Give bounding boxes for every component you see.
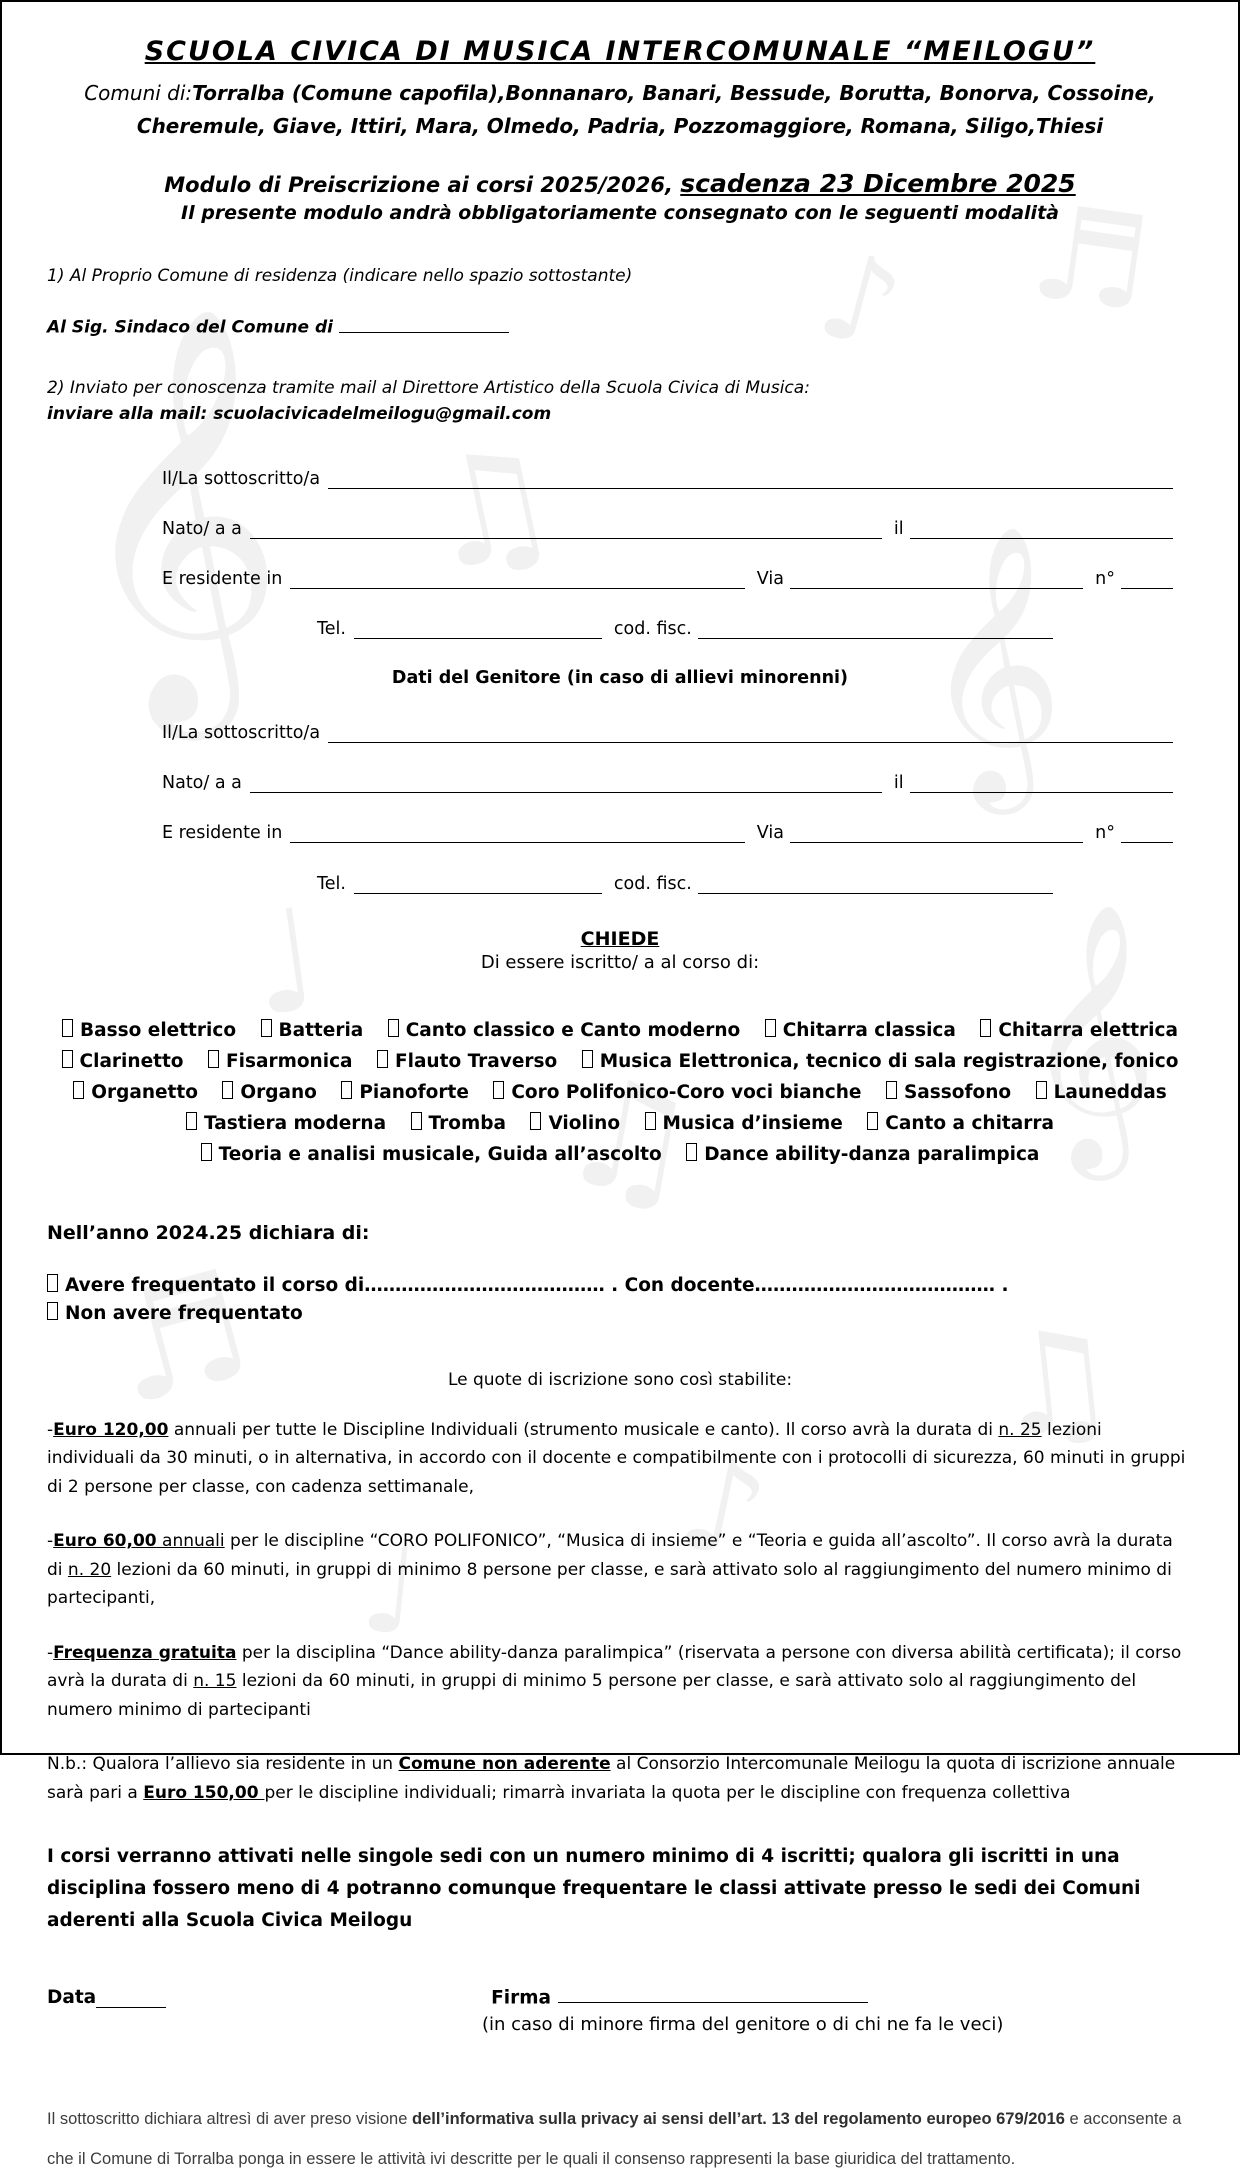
lessons-count: n. 25 <box>998 1419 1042 1440</box>
checkbox-icon[interactable] <box>377 1050 388 1068</box>
chiede-heading: CHIEDE <box>580 927 660 950</box>
checkbox-icon[interactable] <box>73 1081 84 1099</box>
page-title: SCUOLA CIVICA DI MUSICA INTERCOMUNALE “MEILOGU” <box>144 36 1096 67</box>
course-label: Launeddas <box>1053 1081 1167 1103</box>
nb-paragraph <box>47 1750 1193 1807</box>
course-label: Tromba <box>428 1112 506 1134</box>
mayor-line <box>47 312 1193 338</box>
declaration-option-label: Avere frequentato il corso di………………………………… . Con docente………………………………… . <box>65 1274 1009 1296</box>
checkbox-icon[interactable] <box>208 1050 219 1068</box>
parent-contacts-row <box>317 872 1053 893</box>
parent-fiscal-code-field[interactable] <box>698 872 1053 893</box>
checkbox-icon[interactable] <box>341 1081 352 1099</box>
parent-subscriber-row <box>162 722 1173 743</box>
parent-birthdate-field[interactable] <box>910 772 1173 793</box>
comuni-line <box>57 77 1183 143</box>
course-option-tastiera[interactable] <box>186 1113 386 1134</box>
parent-birth-row <box>162 772 1173 793</box>
checkbox-icon[interactable] <box>222 1081 233 1099</box>
course-label: Chitarra classica <box>782 1019 956 1041</box>
activation-note: I corsi verranno attivati nelle singole sedi con un numero minimo di 4 iscritti; qualora gli iscritti in una disciplina fossero meno di 4 potranno comunque frequentare le classi attivate presso le sedi dei Comuni aderenti alla Scuola Civica Meilogu <box>47 1846 1141 1932</box>
parent-birthplace-field[interactable] <box>250 772 882 793</box>
fee-text: lezioni da 60 minuti, in gruppi di minimo 8 persone per classe, e sarà attivato solo al raggiungimento del numero minimo di partecipanti, <box>47 1559 1172 1609</box>
checkbox-icon[interactable] <box>686 1143 697 1161</box>
checkbox-icon[interactable] <box>62 1050 73 1068</box>
course-option-tromba[interactable] <box>411 1113 506 1134</box>
birthdate-field[interactable] <box>910 518 1173 539</box>
declaration-option-attended[interactable] <box>47 1274 1193 1296</box>
declaration-option-label: Non avere frequentato <box>65 1302 303 1324</box>
parent-residence-city-field[interactable] <box>290 822 744 843</box>
checkbox-icon[interactable] <box>582 1050 593 1068</box>
phone-field[interactable] <box>354 618 602 639</box>
course-line <box>47 1077 1193 1108</box>
nb-text: per le discipline individuali; rimarrà invariata la quota per le discipline con frequenza collettiva <box>264 1782 1071 1803</box>
course-line <box>47 1108 1193 1139</box>
applicant-section <box>162 468 1173 640</box>
privacy-footer <box>47 2099 1193 2179</box>
course-options <box>47 1015 1193 1170</box>
course-option-basso-elettrico[interactable] <box>62 1020 236 1041</box>
fee-collective-paragraph <box>47 1527 1193 1613</box>
declaration-option-not-attended[interactable] <box>47 1302 1193 1324</box>
course-label: Sassofono <box>903 1081 1012 1103</box>
checkbox-icon[interactable] <box>186 1112 197 1130</box>
course-option-canto-a-chitarra[interactable] <box>867 1113 1054 1134</box>
course-line <box>47 1139 1193 1170</box>
fee-amount: Euro 120,00 <box>53 1419 169 1440</box>
course-label: Pianoforte <box>359 1081 469 1103</box>
checkbox-icon[interactable] <box>47 1302 58 1320</box>
checkbox-icon[interactable] <box>493 1081 504 1099</box>
date-label: Data <box>47 1987 97 2009</box>
checkbox-icon[interactable] <box>201 1143 212 1161</box>
course-option-chitarra-elettrica[interactable] <box>980 1020 1178 1041</box>
course-option-musica-insieme[interactable] <box>645 1113 843 1134</box>
course-option-launeddas[interactable] <box>1036 1082 1167 1103</box>
parent-subscriber-label: Il/La sottoscritto/a <box>162 723 321 744</box>
module-title-prefix: Modulo di Preiscrizione ai corsi 2025/2026, <box>164 173 681 197</box>
lessons-count: n. 20 <box>67 1559 112 1580</box>
signature-label: Firma <box>491 1987 552 2009</box>
mayor-label: Al Sig. Sindaco del Comune di <box>47 317 333 338</box>
instruction-1: 1) Al Proprio Comune di residenza (indicare nello spazio sottostante) <box>47 266 633 286</box>
checkbox-icon[interactable] <box>530 1112 541 1130</box>
checkbox-icon[interactable] <box>645 1112 656 1130</box>
parent-section <box>162 722 1173 894</box>
birthplace-label: Nato/ a a <box>162 518 242 539</box>
course-option-organo[interactable] <box>222 1082 316 1103</box>
course-label: Violino <box>548 1112 621 1134</box>
fee-amount: Frequenza gratuita <box>53 1642 237 1663</box>
course-option-pianoforte[interactable] <box>341 1082 469 1103</box>
subscriber-row <box>162 468 1173 489</box>
deadline-text: scadenza 23 Dicembre 2025 <box>680 169 1076 198</box>
fee-free-paragraph <box>47 1639 1193 1725</box>
course-label: Chitarra elettrica <box>998 1019 1178 1041</box>
course-option-batteria[interactable] <box>261 1020 364 1041</box>
fiscal-code-field[interactable] <box>698 618 1053 639</box>
parent-residence-row <box>162 822 1173 843</box>
fees-intro: Le quote di iscrizione sono così stabilite: <box>447 1369 793 1390</box>
course-option-organetto[interactable] <box>73 1082 198 1103</box>
course-label: Tastiera moderna <box>204 1112 387 1134</box>
course-label: Organetto <box>91 1081 198 1103</box>
fee-text: annuali per tutte le Discipline Individuali (strumento musicale e canto). Il corso avrà la durata di <box>168 1419 999 1440</box>
checkbox-icon[interactable] <box>867 1112 878 1130</box>
parent-fiscal-code-label: cod. fisc. <box>613 873 692 894</box>
street-field[interactable] <box>790 568 1083 589</box>
parent-street-number-label: n° <box>1095 823 1115 844</box>
course-option-canto[interactable] <box>388 1020 741 1041</box>
date-field[interactable] <box>96 1986 166 2008</box>
parent-street-label: Via <box>756 823 784 844</box>
street-number-label: n° <box>1095 568 1115 589</box>
parent-birthdate-label: il <box>893 773 904 794</box>
fee-amount: Euro 150,00 <box>143 1782 265 1803</box>
fee-text: per la disciplina “Dance ability-danza paralimpica” (riservata a persone con diversa abilità certificata); il corso avrà la durata di <box>47 1642 1182 1692</box>
fee-text: lezioni individuali da 30 minuti, o in alternativa, in accordo con il docente e compatibilmente con i protocolli di sicurezza, 60 minuti in gruppi di 2 persone per classe, con cadenza settimanale, <box>47 1419 1186 1497</box>
residence-row <box>162 568 1173 589</box>
course-line <box>47 1015 1193 1046</box>
checkbox-icon[interactable] <box>980 1019 991 1037</box>
fee-amount: Euro 60,00 <box>53 1531 157 1552</box>
course-label: Dance ability-danza paralimpica <box>704 1143 1040 1165</box>
course-option-coro-polifonico[interactable] <box>493 1082 861 1103</box>
course-label: Canto classico e Canto moderno <box>405 1019 741 1041</box>
course-option-clarinetto[interactable] <box>62 1051 184 1072</box>
parent-birthplace-label: Nato/ a a <box>162 773 242 794</box>
checkbox-icon[interactable] <box>1036 1081 1047 1099</box>
fee-annuali: annuali <box>156 1531 225 1552</box>
module-title <box>47 169 1193 198</box>
course-label: Flauto Traverso <box>394 1050 558 1072</box>
fee-individual-paragraph <box>47 1416 1193 1502</box>
course-label: Fisarmonica <box>225 1050 353 1072</box>
course-option-teoria[interactable] <box>201 1144 662 1165</box>
course-label: Clarinetto <box>79 1050 184 1072</box>
course-option-dance-ability[interactable] <box>686 1144 1039 1165</box>
checkbox-icon[interactable] <box>62 1019 73 1037</box>
checkbox-icon[interactable] <box>47 1274 58 1292</box>
checkbox-icon[interactable] <box>765 1019 776 1037</box>
course-label: Coro Polifonico-Coro voci bianche <box>511 1081 862 1103</box>
parent-name-field[interactable] <box>328 722 1173 743</box>
signature-caption: (in caso di minore firma del genitore o di chi ne fa le veci) <box>482 2014 1004 2036</box>
privacy-text: e acconsente a che il Comune di Torralba ponga in essere le attività ivi descritte per le quali il consenso rappresenti la base giuridica del trattamento. <box>47 2110 1182 2169</box>
parent-phone-field[interactable] <box>354 872 602 893</box>
nb-text: N.b.: Qualora l’allievo sia residente in un <box>47 1754 399 1775</box>
parent-residence-label: E residente in <box>162 823 283 844</box>
course-option-sassofono[interactable] <box>886 1082 1011 1103</box>
course-label: Teoria e analisi musicale, Guida all’ascolto <box>218 1143 662 1165</box>
module-subtitle: Il presente modulo andrà obbligatoriamente consegnato con le seguenti modalità <box>181 202 1059 224</box>
subscriber-label: Il/La sottoscritto/a <box>162 468 321 489</box>
comuni-prefix: Comuni di: <box>84 81 193 105</box>
instruction-2: 2) Inviato per conoscenza tramite mail al Direttore Artistico della Scuola Civica di Musica: <box>47 377 810 398</box>
chiede-subheading: Di essere iscritto/ a al corso di: <box>480 951 760 973</box>
non-member-commune: Comune non aderente <box>398 1754 611 1775</box>
street-label: Via <box>756 568 784 589</box>
course-option-fisarmonica[interactable] <box>208 1051 353 1072</box>
course-option-musica-elettronica[interactable] <box>582 1051 1179 1072</box>
checkbox-icon[interactable] <box>886 1081 897 1099</box>
course-line <box>47 1046 1193 1077</box>
residence-city-field[interactable] <box>290 568 744 589</box>
subscriber-name-field[interactable] <box>328 468 1173 489</box>
fee-text: per le discipline “CORO POLIFONICO”, “Musica di insieme” e “Teoria e guida all’ascolto”. Il corso avrà la durata di <box>47 1531 1173 1580</box>
lessons-count: n. 15 <box>193 1671 237 1692</box>
course-label: Organo <box>240 1081 317 1103</box>
nb-text: al Consorzio Intercomunale Meilogu la quota di iscrizione annuale sarà pari a <box>47 1754 1176 1803</box>
course-option-violino[interactable] <box>530 1113 620 1134</box>
phone-label: Tel. <box>317 619 346 640</box>
birthdate-label: il <box>893 518 904 539</box>
declaration-heading: Nell’anno 2024.25 dichiara di: <box>47 1221 370 1244</box>
dash: - <box>47 1642 54 1663</box>
parent-section-heading: Dati del Genitore (in caso di allievi minorenni) <box>391 668 849 689</box>
birth-row <box>162 518 1173 539</box>
contacts-row <box>317 618 1053 639</box>
checkbox-icon[interactable] <box>261 1019 272 1037</box>
course-label: Basso elettrico <box>80 1019 237 1041</box>
parent-street-field[interactable] <box>790 822 1083 843</box>
checkbox-icon[interactable] <box>411 1112 422 1130</box>
course-option-flauto[interactable] <box>377 1051 557 1072</box>
course-label: Canto a chitarra <box>885 1112 1054 1134</box>
dash: - <box>47 1419 54 1440</box>
firma-wrap <box>491 1981 867 2008</box>
dash: - <box>47 1531 54 1552</box>
birthplace-field[interactable] <box>250 518 882 539</box>
course-label: Musica Elettronica, tecnico di sala registrazione, fonico <box>599 1050 1179 1072</box>
course-label: Batteria <box>278 1019 364 1041</box>
privacy-bold-text: dell’informativa sulla privacy ai sensi dell’art. 13 del regolamento europeo 679/2016 <box>412 2110 1065 2129</box>
signature-field[interactable] <box>558 1981 868 2003</box>
parent-street-number-field[interactable] <box>1121 822 1173 843</box>
course-label: Musica d’insieme <box>662 1112 843 1134</box>
signature-row <box>47 1981 1193 2008</box>
fiscal-code-label: cod. fisc. <box>613 619 692 640</box>
course-option-chitarra-classica[interactable] <box>765 1020 956 1041</box>
residence-label: E residente in <box>162 568 283 589</box>
mayor-comune-field[interactable] <box>339 312 509 333</box>
privacy-text: Il sottoscritto dichiara altresì di aver preso visione <box>47 2110 412 2129</box>
checkbox-icon[interactable] <box>388 1019 399 1037</box>
parent-phone-label: Tel. <box>317 873 346 894</box>
comuni-list: Torralba (Comune capofila),Bonnanaro, Banari, Bessude, Borutta, Bonorva, Cossoine, Cheremule, Giave, Ittiri, Mara, Olmedo, Padria, Pozzomaggiore, Romana, Siligo,Thiesi <box>136 81 1156 138</box>
fee-text: lezioni da 60 minuti, in gruppi di minimo 5 persone per classe, e sarà attivato solo al raggiungimento del numero minimo di partecipanti <box>47 1671 1137 1720</box>
street-number-field[interactable] <box>1121 568 1173 589</box>
mail-line: inviare alla mail: scuolacivicadelmeilogu@gmail.com <box>47 403 552 424</box>
